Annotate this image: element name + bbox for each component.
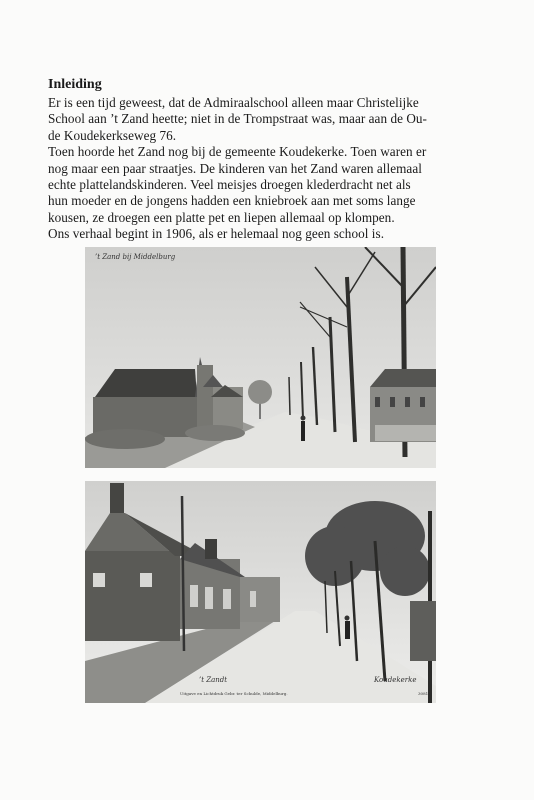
photo-caption-right: Koudekerke [374,676,417,684]
historic-photo-koudekerke-street [85,481,436,703]
text-line: nog maar een paar straatjes. De kinderen van het Zand waren allemaal [48,160,422,176]
text-line: Toen hoorde het Zand nog bij de gemeente Koudekerke. Toen waren er [48,144,427,160]
text-line: de Koudekerkseweg 76. [48,127,177,143]
text-line: School aan ’t Zand heette; niet in de Trompstraat was, maar aan de Ou- [48,111,427,127]
intro-section [48,76,498,243]
historic-photo-zand-street [85,247,436,468]
photo-publisher-credit: Uitgave en Lichtdruk Gebr. ter Schulde, Middelburg. [180,691,288,696]
photo-number: 3081 [418,691,429,696]
text-line: echte plattelandskinderen. Veel meisjes droegen klederdracht net als [48,177,411,193]
intro-paragraph [48,95,498,243]
text-line: Ons verhaal begint in 1906, als er helemaal nog geen school is. [48,226,385,242]
photo-illustration [85,481,436,703]
text-line: hun moeder en de jongens hadden een kniebroek aan met soms lange [48,193,416,209]
section-heading: Inleiding [48,77,102,92]
text-line: kousen, ze droegen een platte pet en liepen allemaal op klompen. [48,209,395,225]
photo-caption: ’t Zand bij Middelburg [95,253,176,261]
text-line: Er is een tijd geweest, dat de Admiraalschool alleen maar Christelijke [48,95,419,110]
photo-caption-left: ’t Zandt [199,676,228,684]
photo-illustration [85,247,436,468]
